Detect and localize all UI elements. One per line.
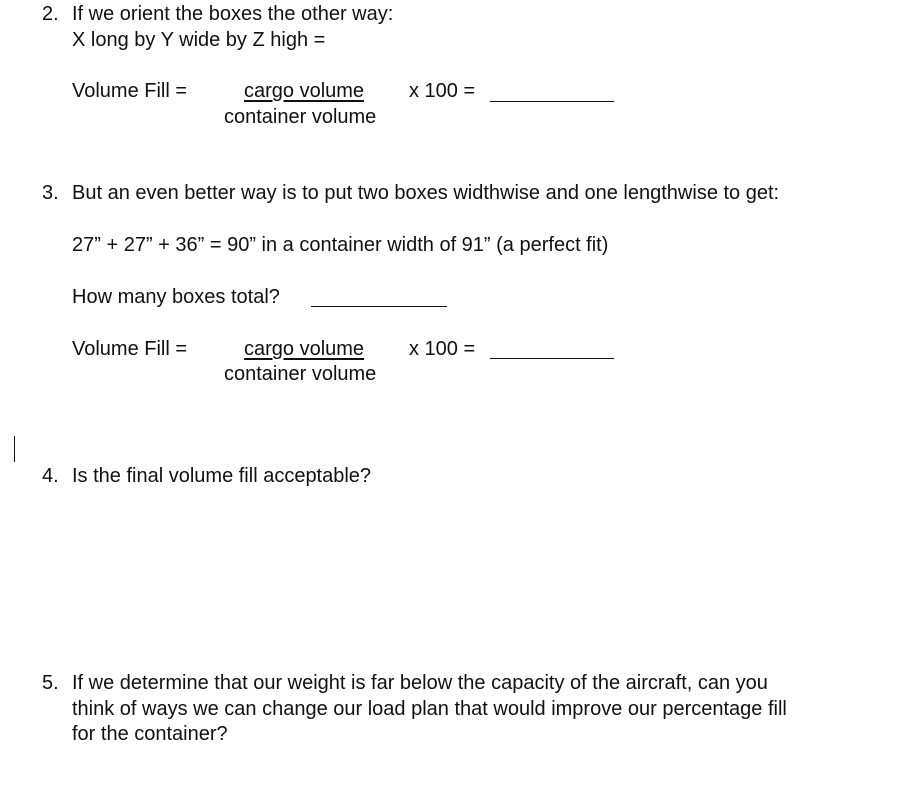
multiplier-text: x 100 = — [409, 80, 476, 102]
cargo-volume-numerator: cargo volume — [244, 80, 365, 102]
width-equation: 27” + 27” + 36” = 90” in a container width of 91” (a perfect fit) — [72, 234, 609, 256]
item-2-text: If we orient the boxes the other way: — [72, 3, 394, 25]
item-5-text-line-3: for the container? — [72, 723, 228, 745]
item-5-text-line-2: think of ways we can change our load plan that would improve our percentage fill — [72, 698, 787, 720]
volume-fill-answer-blank[interactable] — [490, 101, 614, 102]
container-volume-denominator: container volume — [224, 363, 377, 385]
volume-fill-label: Volume Fill = — [72, 338, 188, 360]
item-4-text: Is the final volume fill acceptable? — [72, 465, 372, 487]
container-volume-denominator: container volume — [224, 106, 377, 128]
boxes-total-question: How many boxes total? — [72, 286, 280, 308]
item-2-dimensions-line: X long by Y wide by Z high = — [72, 29, 326, 51]
item-2-number: 2. — [42, 3, 59, 25]
item-3-number: 3. — [42, 182, 59, 204]
multiplier-text: x 100 = — [409, 338, 476, 360]
item-3-text: But an even better way is to put two boxes widthwise and one lengthwise to get: — [72, 182, 780, 204]
text-cursor — [14, 436, 15, 462]
cargo-volume-numerator: cargo volume — [244, 338, 365, 360]
boxes-total-answer-blank[interactable] — [311, 306, 447, 307]
item-4-number: 4. — [42, 465, 59, 487]
volume-fill-label: Volume Fill = — [72, 80, 188, 102]
item-5-text-line-1: If we determine that our weight is far below the capacity of the aircraft, can you — [72, 672, 768, 694]
item-5-number: 5. — [42, 672, 59, 694]
volume-fill-answer-blank[interactable] — [490, 358, 614, 359]
